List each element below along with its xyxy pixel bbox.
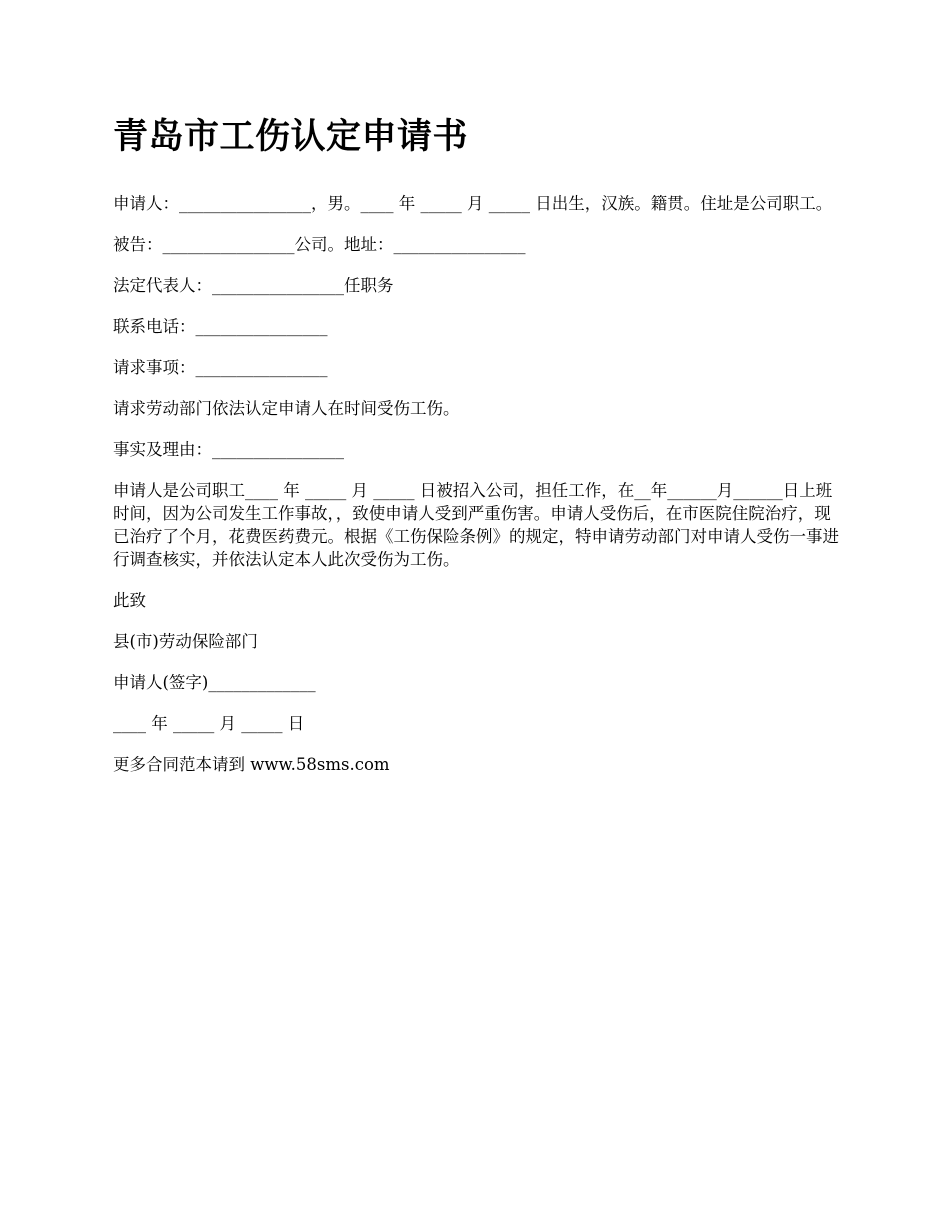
date-paragraph: ____ 年 _____ 月 _____ 日	[113, 714, 305, 733]
recipient-paragraph: 县(市)劳动保险部门	[113, 632, 258, 651]
claims-paragraph: 请求事项：________________	[113, 358, 328, 377]
request-paragraph: 请求劳动部门依法认定申请人在时间受伤工伤。	[113, 399, 460, 418]
phone-paragraph: 联系电话：________________	[113, 317, 328, 336]
defendant-paragraph: 被告：________________公司。地址：________________	[113, 235, 526, 254]
document-page	[113, 112, 843, 794]
footer-link-paragraph: 更多合同范本请到 www.58sms.com	[113, 755, 390, 774]
facts-body-paragraph: 申请人是公司职工____ 年 _____ 月 _____ 日被招入公司，担任工作，在__年______月______日上班时间，因为公司发生工作事故，，致使申请人受到严重伤害。申请人受伤后，在市医院住院治疗，现已治疗了个月，花费医药费元。根据《工伤保险条例》的规定，特申请劳动部门对申请人受伤一事进行调查核实，并依法认定本人此次受伤为工伤。	[113, 481, 839, 569]
applicant-paragraph: 申请人：________________，男。____ 年 _____ 月 _____ 日出生，汉族。籍贯。住址是公司职工。	[113, 194, 833, 213]
signature-paragraph: 申请人(签字)_____________	[113, 673, 316, 692]
legal-representative-paragraph: 法定代表人：________________任职务	[113, 276, 394, 295]
document-title: 青岛市工伤认定申请书	[113, 116, 469, 157]
facts-reasons-paragraph: 事实及理由：________________	[113, 440, 344, 459]
salutation-paragraph: 此致	[113, 591, 146, 610]
